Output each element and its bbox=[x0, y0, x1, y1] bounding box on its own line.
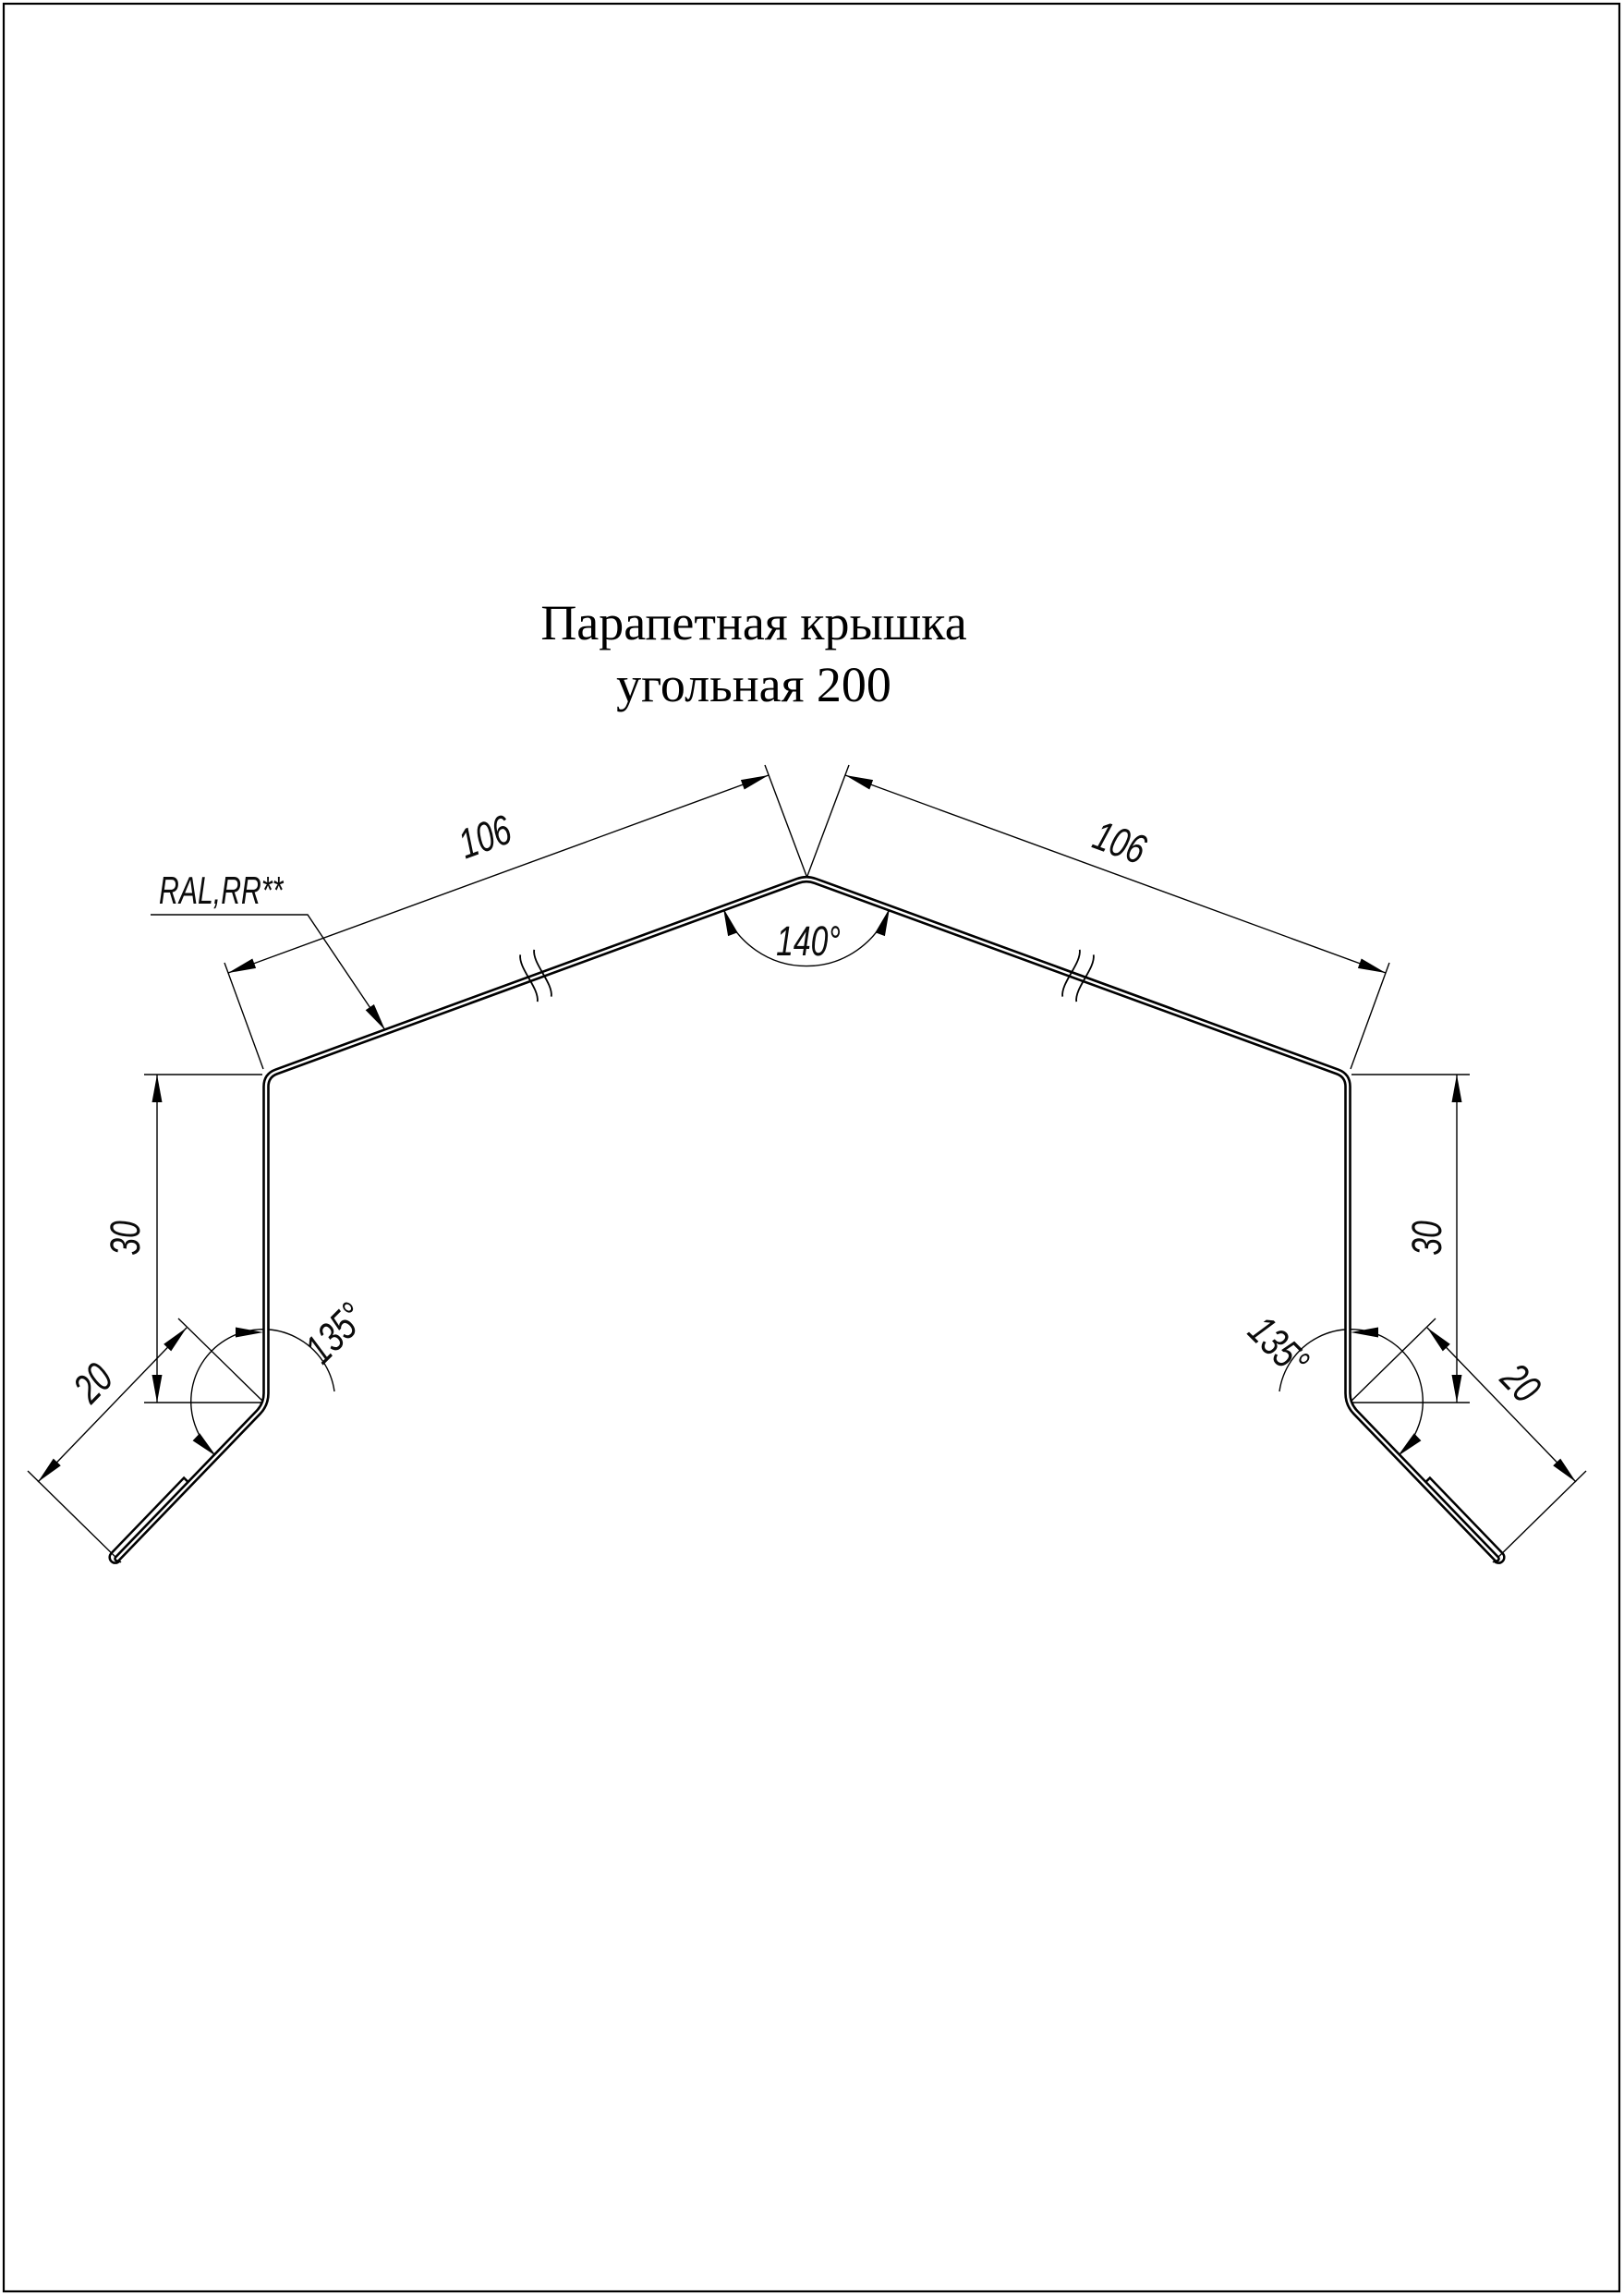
ext-line-hem-left-bottom bbox=[28, 1471, 121, 1562]
profile-sheet-outer bbox=[117, 880, 1497, 1559]
dim-label-hem-left: 20 bbox=[65, 1355, 123, 1412]
profile-outline bbox=[110, 880, 1505, 1563]
arrow-side-left-top bbox=[152, 1075, 163, 1102]
dim-line-hem-right bbox=[1427, 1328, 1576, 1482]
material-leader-line bbox=[151, 915, 385, 1030]
dim-line-hem-left bbox=[38, 1328, 187, 1482]
profile-sheet-core bbox=[117, 880, 1497, 1559]
ext-line-shoulder-left bbox=[224, 963, 263, 1069]
arrow-slope-left-apex bbox=[741, 775, 769, 790]
ext-line-hem-right-bottom bbox=[1493, 1471, 1586, 1562]
hem-fold-right bbox=[1426, 1478, 1503, 1553]
arrow-hem-angle-left-top bbox=[236, 1328, 263, 1338]
arrow-side-left-bottom bbox=[152, 1375, 163, 1403]
dim-label-hem-angle-left: 135° bbox=[296, 1294, 375, 1373]
arrow-hem-angle-right-bottom bbox=[1398, 1433, 1421, 1456]
arrow-material-leader bbox=[366, 1004, 385, 1030]
arrow-slope-right-apex bbox=[845, 775, 873, 790]
ext-line-apex-left bbox=[765, 765, 806, 876]
drawing-title-line2: угольная 200 bbox=[616, 657, 891, 712]
arrow-apex-angle-right bbox=[876, 908, 891, 936]
ext-line-shoulder-right bbox=[1351, 963, 1389, 1069]
dim-label-apex-angle: 140° bbox=[776, 918, 841, 966]
dimension-labels bbox=[65, 807, 1549, 1413]
material-label: RAL,RR** bbox=[159, 869, 284, 913]
dim-label-hem-right: 20 bbox=[1491, 1355, 1549, 1412]
dim-label-hem-angle-right: 135° bbox=[1239, 1306, 1318, 1386]
arrow-hem-angle-left-bottom bbox=[193, 1433, 216, 1456]
arrow-slope-right-low bbox=[1358, 959, 1386, 974]
dim-line-slope-left bbox=[228, 775, 769, 973]
dim-label-side-left: 30 bbox=[103, 1221, 150, 1256]
dim-label-slope-left: 106 bbox=[453, 807, 518, 869]
page-frame bbox=[4, 4, 1619, 2291]
hem-fold-left bbox=[112, 1478, 188, 1553]
arrow-apex-angle-left bbox=[723, 908, 738, 936]
arrow-side-right-bottom bbox=[1452, 1375, 1462, 1403]
ext-line-apex-right bbox=[807, 765, 849, 876]
dim-label-side-right: 30 bbox=[1404, 1221, 1451, 1256]
arrow-hem-angle-right-top bbox=[1351, 1328, 1378, 1338]
drawing-title-line1: Парапетная крышка bbox=[540, 595, 967, 650]
arrow-slope-left-low bbox=[228, 959, 256, 974]
dim-label-slope-right: 106 bbox=[1086, 812, 1152, 874]
dim-line-slope-right bbox=[845, 775, 1386, 973]
arrow-side-right-top bbox=[1452, 1075, 1462, 1102]
